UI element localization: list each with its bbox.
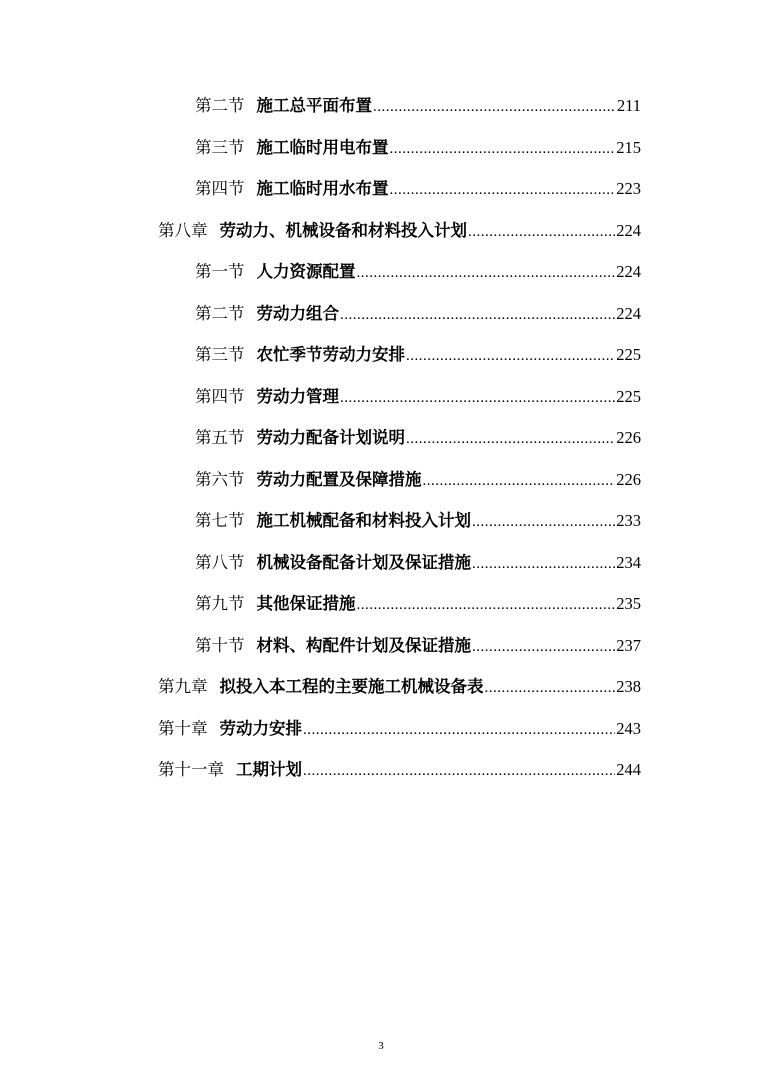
toc-entry[interactable]	[158, 756, 641, 784]
toc-entry-title: 机械设备配备计划及保证措施	[256, 552, 471, 572]
toc-entry-number: 第八节	[195, 552, 245, 572]
toc-entry[interactable]	[158, 673, 641, 701]
toc-leader-dots	[472, 508, 615, 536]
toc-entry-page: 224	[616, 220, 641, 240]
toc-entry[interactable]	[195, 466, 641, 494]
toc-entry-number: 第四节	[195, 386, 245, 406]
toc-entry-page: 211	[616, 96, 641, 115]
toc-entry[interactable]	[195, 134, 641, 162]
toc-entry-number: 第三节	[195, 345, 245, 364]
toc-leader-dots	[468, 218, 615, 246]
toc-entry-page: 243	[616, 718, 641, 738]
toc-leader-dots	[357, 259, 616, 287]
toc-entry-title: 工期计划	[236, 760, 302, 779]
toc-leader-dots	[406, 342, 615, 370]
page-number: 3	[378, 1040, 384, 1052]
toc-entry-number: 第六节	[195, 469, 245, 489]
toc-entry-page: 226	[616, 469, 641, 489]
toc-entry-number: 第十章	[158, 718, 208, 738]
toc-entry-number: 第四节	[195, 179, 245, 198]
toc-entry-number: 第五节	[195, 428, 245, 447]
toc-entry-title: 材料、构配件计划及保证措施	[256, 635, 471, 655]
toc-entry[interactable]	[195, 341, 641, 369]
toc-entry-page: 233	[616, 511, 641, 530]
toc-entry[interactable]	[195, 632, 641, 660]
toc-entry[interactable]	[195, 424, 641, 452]
toc-entry-number: 第二节	[195, 96, 245, 115]
toc-entry-page: 225	[616, 345, 641, 364]
toc-leader-dots	[485, 674, 616, 702]
toc-leader-dots	[423, 467, 616, 495]
toc-entry-title: 施工机械配备和材料投入计划	[256, 511, 471, 530]
toc-entry-page: 244	[616, 760, 641, 779]
toc-leader-dots	[357, 591, 616, 619]
toc-entry-page: 215	[616, 137, 641, 157]
toc-entry[interactable]	[195, 92, 641, 120]
toc-entry-page: 237	[616, 635, 641, 655]
toc-entry-title: 劳动力安排	[219, 718, 302, 738]
toc-entry-page: 223	[616, 179, 641, 198]
toc-entry-page: 224	[616, 262, 641, 281]
toc-entry-title: 其他保证措施	[256, 594, 356, 613]
toc-entry-page: 224	[616, 303, 641, 323]
toc-entry-title: 劳动力组合	[256, 303, 339, 323]
toc-entry-title: 农忙季节劳动力安排	[256, 345, 405, 364]
toc-leader-dots	[472, 550, 615, 578]
toc-entry[interactable]	[195, 507, 641, 535]
toc-entry[interactable]	[195, 549, 641, 577]
toc-entry-number: 第九节	[195, 594, 245, 613]
toc-entry-number: 第十一章	[158, 760, 224, 779]
toc-leader-dots	[340, 301, 615, 329]
toc-entry-number: 第三节	[195, 137, 245, 157]
toc-entry-number: 第七节	[195, 511, 245, 530]
toc-leader-dots	[373, 93, 616, 121]
toc-entry-number: 第一节	[195, 262, 245, 281]
toc-entry[interactable]	[158, 217, 641, 245]
toc-leader-dots	[390, 135, 616, 163]
toc-entry-number: 第八章	[158, 220, 208, 240]
toc-entry-title: 劳动力配备计划说明	[256, 428, 405, 447]
toc-entry[interactable]	[158, 715, 641, 743]
toc-entry[interactable]	[195, 383, 641, 411]
toc-entry-page: 226	[616, 428, 641, 447]
toc-leader-dots	[390, 176, 616, 204]
toc-entry-page: 234	[616, 552, 641, 572]
toc-entry-title: 施工总平面布置	[256, 96, 372, 115]
toc-entry[interactable]	[195, 258, 641, 286]
toc-entry-title: 人力资源配置	[256, 262, 356, 281]
toc-entry-title: 施工临时用水布置	[256, 179, 389, 198]
toc-leader-dots	[406, 425, 615, 453]
toc-entry[interactable]	[195, 590, 641, 618]
toc-leader-dots	[472, 633, 615, 661]
toc-entry-title: 施工临时用电布置	[256, 137, 389, 157]
toc-leader-dots	[303, 716, 615, 744]
toc-entry-title: 劳动力配置及保障措施	[256, 469, 422, 489]
toc-entry-page: 235	[616, 594, 641, 613]
toc-entry-title: 劳动力、机械设备和材料投入计划	[219, 220, 467, 240]
toc-entry-title: 拟投入本工程的主要施工机械设备表	[219, 677, 484, 696]
toc-entry-page: 225	[616, 386, 641, 406]
toc-entry-page: 238	[616, 677, 641, 696]
toc-entry[interactable]	[195, 300, 641, 328]
toc-entry-title: 劳动力管理	[256, 386, 339, 406]
toc-leader-dots	[340, 384, 615, 412]
toc-entry-number: 第十节	[195, 635, 245, 655]
toc-entry-number: 第九章	[158, 677, 208, 696]
toc-entry[interactable]	[195, 175, 641, 203]
toc-leader-dots	[303, 757, 615, 785]
toc-entry-number: 第二节	[195, 303, 245, 323]
